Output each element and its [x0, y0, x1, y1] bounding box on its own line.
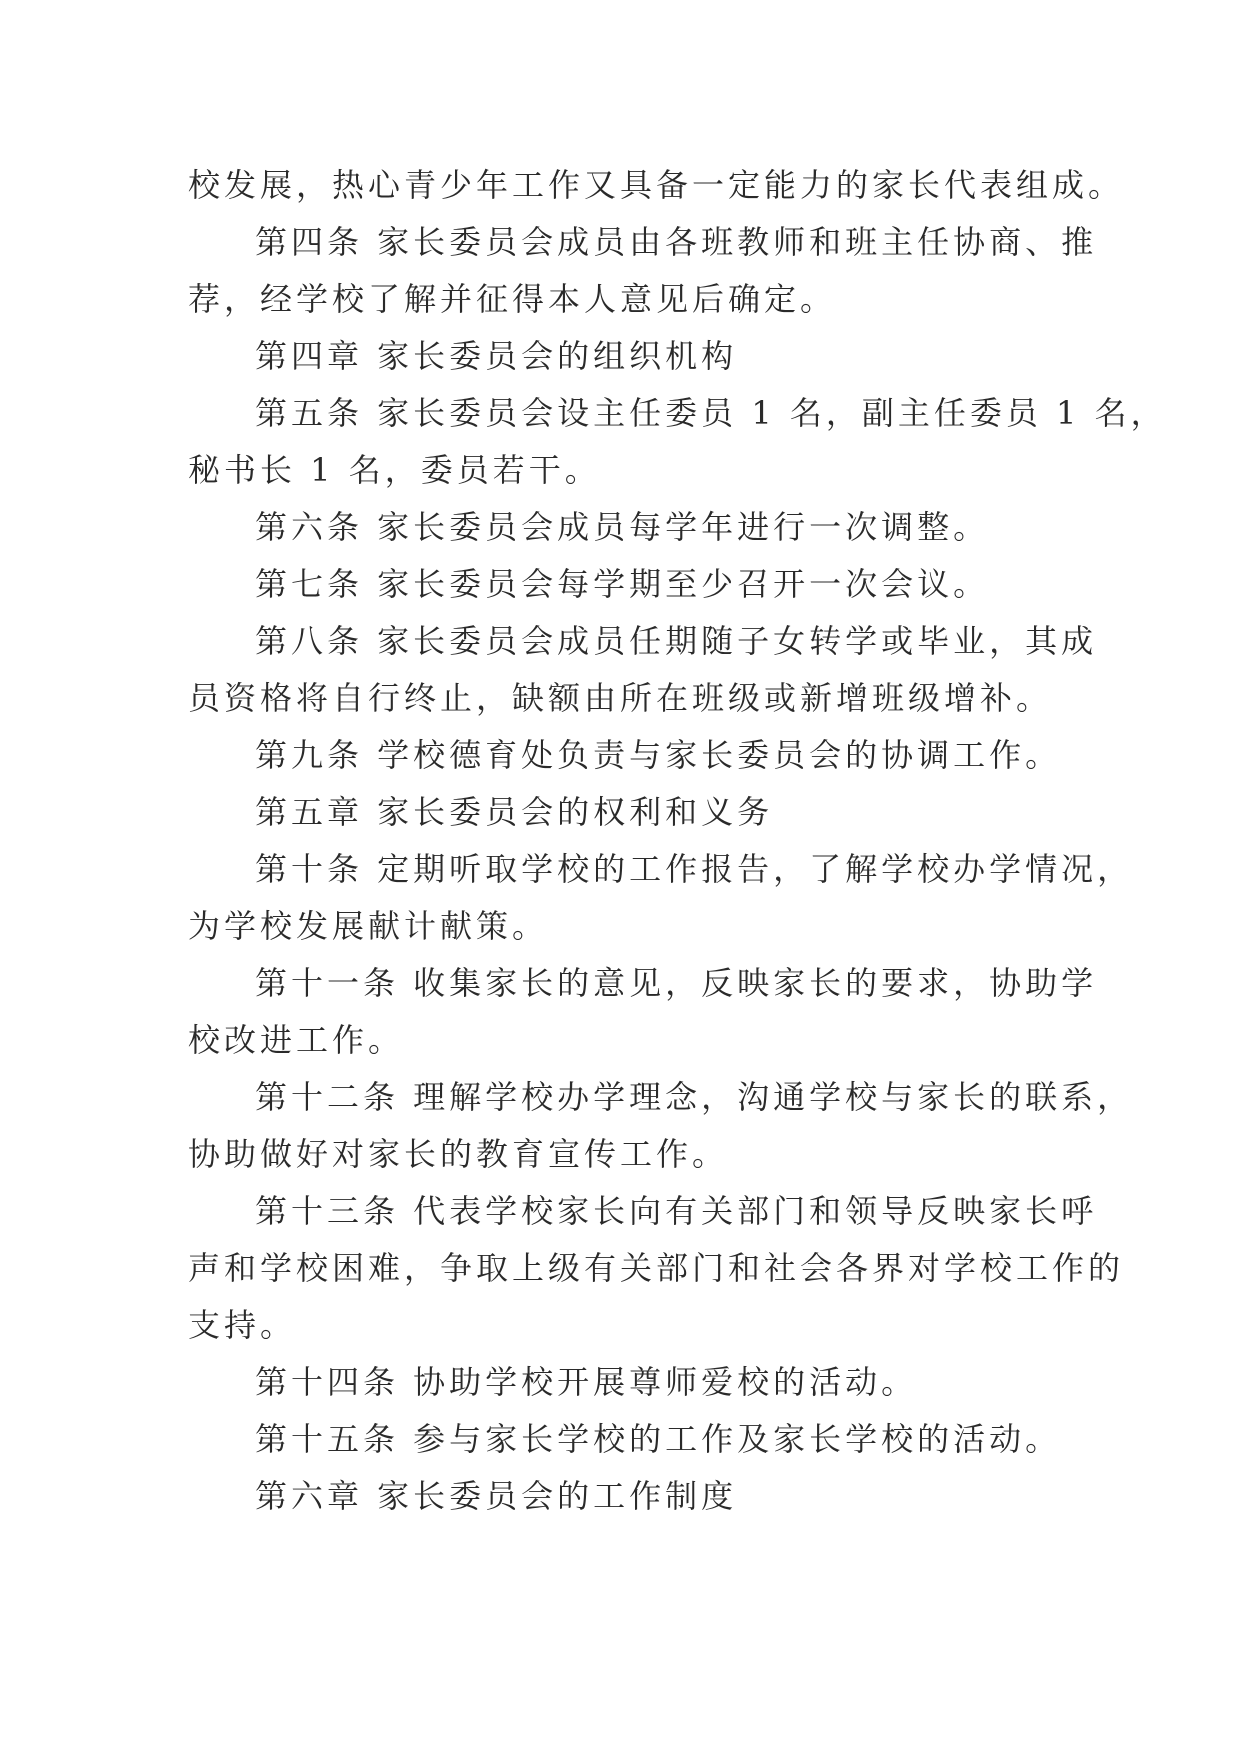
article-12-line: 第十二条 理解学校办学理念，沟通学校与家长的联系，	[255, 1078, 1134, 1116]
article-14-line: 第十四条 协助学校开展尊师爱校的活动。	[255, 1363, 918, 1401]
article-15-line: 第十五条 参与家长学校的工作及家长学校的活动。	[255, 1420, 1062, 1458]
article-6-line: 第六条 家长委员会成员每学年进行一次调整。	[255, 508, 990, 546]
text-line: 声和学校困难，争取上级有关部门和社会各界对学校工作的	[188, 1249, 1125, 1287]
text-line: 为学校发展献计献策。	[188, 907, 549, 945]
chapter-4-heading: 第四章 家长委员会的组织机构	[255, 337, 738, 375]
article-10-line: 第十条 定期听取学校的工作报告，了解学校办学情况，	[255, 850, 1134, 888]
text-line: 支持。	[188, 1306, 297, 1344]
text-line: 荐，经学校了解并征得本人意见后确定。	[188, 280, 837, 318]
article-9-line: 第九条 学校德育处负责与家长委员会的协调工作。	[255, 736, 1062, 774]
article-5-line: 第五条 家长委员会设主任委员 1 名，副主任委员 1 名，	[255, 394, 1167, 432]
chapter-6-heading: 第六章 家长委员会的工作制度	[255, 1477, 738, 1515]
article-8-line: 第八条 家长委员会成员任期随子女转学或毕业，其成	[255, 622, 1098, 660]
document-page	[188, 157, 1167, 1525]
text-line: 员资格将自行终止，缺额由所在班级或新增班级增补。	[188, 679, 1053, 717]
article-7-line: 第七条 家长委员会每学期至少召开一次会议。	[255, 565, 990, 603]
text-line: 校发展，热心青少年工作又具备一定能力的家长代表组成。	[188, 166, 1125, 204]
article-11-line: 第十一条 收集家长的意见，反映家长的要求，协助学	[255, 964, 1098, 1002]
text-line: 校改进工作。	[188, 1021, 405, 1059]
text-line: 协助做好对家长的教育宣传工作。	[188, 1135, 729, 1173]
article-4-line: 第四条 家长委员会成员由各班教师和班主任协商、推	[255, 223, 1098, 261]
chapter-5-heading: 第五章 家长委员会的权利和义务	[255, 793, 774, 831]
text-line: 秘书长 1 名，委员若干。	[188, 451, 601, 489]
article-13-line: 第十三条 代表学校家长向有关部门和领导反映家长呼	[255, 1192, 1098, 1230]
